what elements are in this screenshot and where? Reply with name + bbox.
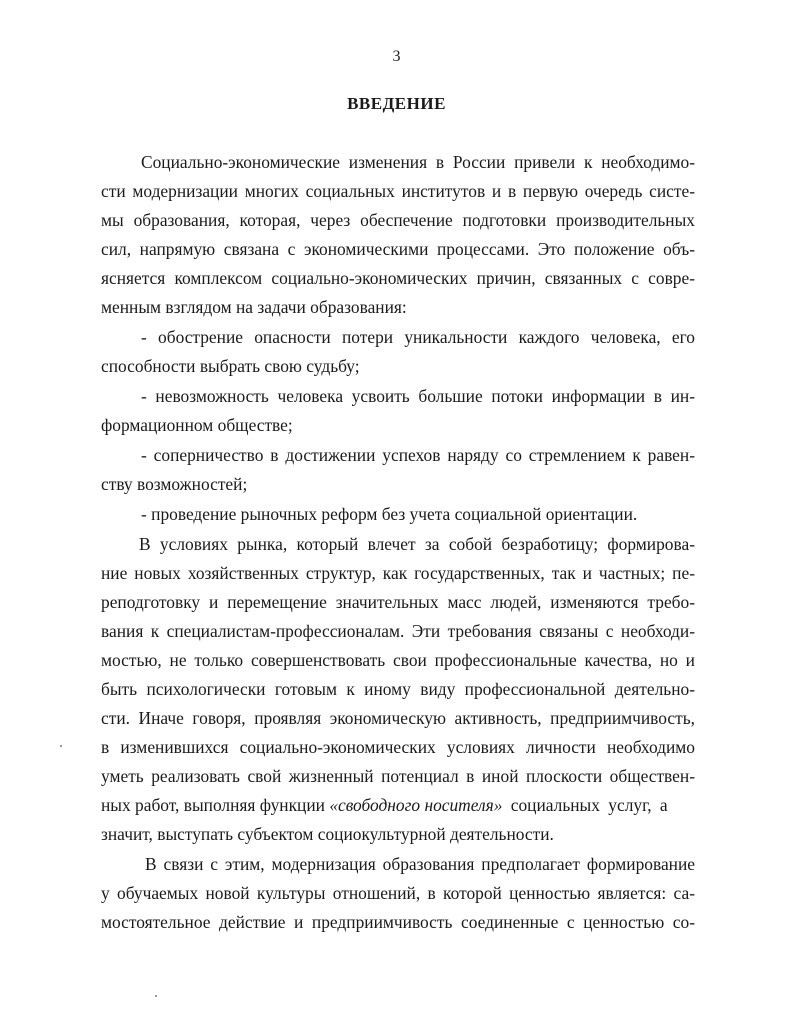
scan-speck <box>60 745 62 747</box>
text-line: мы образования, которая, через обеспечение подготовки производительных <box>101 210 695 230</box>
text-line: мостоятельное действие и предприимчивость соединенные с ценностью со- <box>101 912 695 932</box>
text-line: В условиях рынка, который влечет за собой безработицу; формирова- <box>139 534 695 554</box>
list-item: - обострение опасности потери уникальности каждого человека, его <box>141 327 695 347</box>
text-segment: социальных услуг, а <box>502 795 668 815</box>
list-item: - соперничество в достижении успехов наряду со стремлением к равен- <box>141 445 695 465</box>
text-segment: ных работ, выполняя функции <box>101 795 330 815</box>
scan-speck <box>155 995 157 997</box>
text-line: ясняется комплексом социально-экономических причин, связанных с совре- <box>101 268 695 288</box>
text-line: мостью, не только совершенствовать свои профессиональные качества, но и <box>101 650 695 670</box>
emphasis-phrase: «свободного носителя» <box>329 795 503 815</box>
text-line: сти. Иначе говоря, проявляя экономическую активность, предприимчивость, <box>101 708 695 728</box>
text-line: значит, выступать субъектом социокультурной деятельности. <box>101 824 554 844</box>
text-line: вания к специалистам-профессионалам. Эти требования связаны с необходи- <box>101 621 695 641</box>
text-line: у обучаемых новой культуры отношений, в которой ценностью является: са- <box>101 883 695 903</box>
list-item: - проведение рыночных реформ без учета социальной ориентации. <box>141 504 638 524</box>
text-line: быть психологически готовым к иному виду профессиональной деятельно- <box>101 679 695 699</box>
text-line: ние новых хозяйственных структур, как государственных, так и частных; пе- <box>101 563 695 583</box>
text-line: сил, напрямую связана с экономическими процессами. Это положение объ- <box>101 239 695 259</box>
text-line <box>101 793 695 817</box>
text-line: сти модернизации многих социальных институтов и в первую очередь систе- <box>101 181 695 201</box>
text-line: уметь реализовать свой жизненный потенциал в иной плоскости обществен- <box>101 766 695 786</box>
page-title: ВВЕДЕНИЕ <box>347 94 446 113</box>
text-line: менным взглядом на задачи образования: <box>101 297 407 317</box>
text-line: способности выбрать свою судьбу; <box>101 356 360 376</box>
text-line: В связи с этим, модернизация образования предполагает формирование <box>145 854 695 874</box>
list-item: - невозможность человека усвоить большие потоки информации в ин- <box>141 386 695 406</box>
text-line: Социально-экономические изменения в России привели к необходимо- <box>141 152 695 172</box>
text-line: реподготовку и перемещение значительных масс людей, изменяются требо- <box>101 592 695 612</box>
page-number: 3 <box>392 48 401 65</box>
text-line: в изменившихся социально-экономических условиях личности необходимо <box>101 737 695 757</box>
text-line: формационном обществе; <box>101 415 293 435</box>
text-line: ству возможностей; <box>101 474 248 494</box>
